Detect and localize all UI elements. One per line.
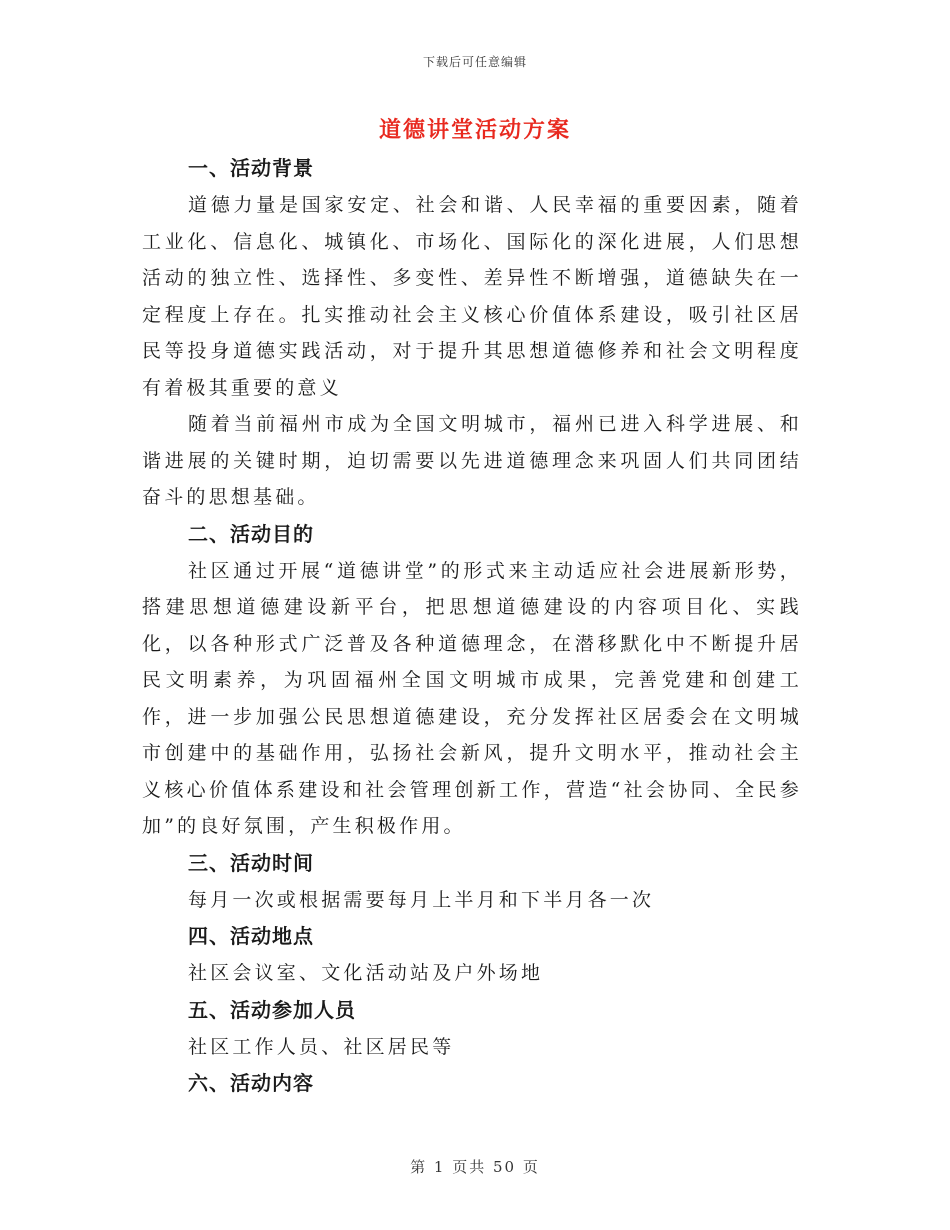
section-purpose [142, 516, 802, 845]
section-heading: 五、活动参加人员 [188, 997, 356, 1022]
paragraph: 道德力量是国家安定、社会和谐、人民幸福的重要因素，随着工业化、信息化、城镇化、市场化、国际化的深化进展，人们思想活动的独立性、选择性、多变性、差异性不断增强，道德缺失在一定程度上存在。扎实推动社会主义核心价值体系建设，吸引社区居民等投身道德实践活动，对于提升其思想道德修养和社会文明程度有着极其重要的意义 [142, 194, 802, 399]
paragraph: 社区工作人员、社区居民等 [188, 1035, 455, 1058]
paragraph: 随着当前福州市成为全国文明城市，福州已进入科学进展、和谐进展的关键时期，迫切需要以先进道德理念来巩固人们共同团结奋斗的思想基础。 [142, 413, 802, 508]
section-background [142, 150, 802, 516]
section-location [142, 918, 802, 992]
section-heading: 一、活动背景 [188, 156, 314, 180]
section-content [142, 1065, 802, 1102]
section-participants [142, 992, 802, 1066]
section-heading: 四、活动地点 [188, 924, 314, 948]
section-heading: 六、活动内容 [188, 1071, 314, 1095]
page-number: 第 1 页共 50 页 [410, 1158, 540, 1176]
paragraph: 社区通过开展“道德讲堂”的形式来主动适应社会进展新形势，搭建思想道德建设新平台，把思想道德建设的内容项目化、实践化，以各种形式广泛普及各种道德理念，在潜移默化中不断提升居民文明素养，为巩固福州全国文明城市成果，完善党建和创建工作，进一步加强公民思想道德建设，充分发挥社区居委会在文明城市创建中的基础作用，弘扬社会新风，提升文明水平，推动社会主义核心价值体系建设和社会管理创新工作，营造“社会协同、全民参加”的良好氛围，产生积极作用。 [142, 559, 802, 837]
section-time [142, 845, 802, 919]
header-note: 下载后可任意编辑 [422, 55, 527, 69]
document-title: 道德讲堂活动方案 [378, 118, 571, 143]
section-heading: 二、活动目的 [188, 521, 314, 546]
document-body [142, 150, 802, 1102]
paragraph: 每月一次或根据需要每月上半月和下半月各一次 [188, 888, 655, 911]
section-heading: 三、活动时间 [188, 850, 314, 875]
paragraph: 社区会议室、文化活动站及户外场地 [188, 962, 544, 984]
